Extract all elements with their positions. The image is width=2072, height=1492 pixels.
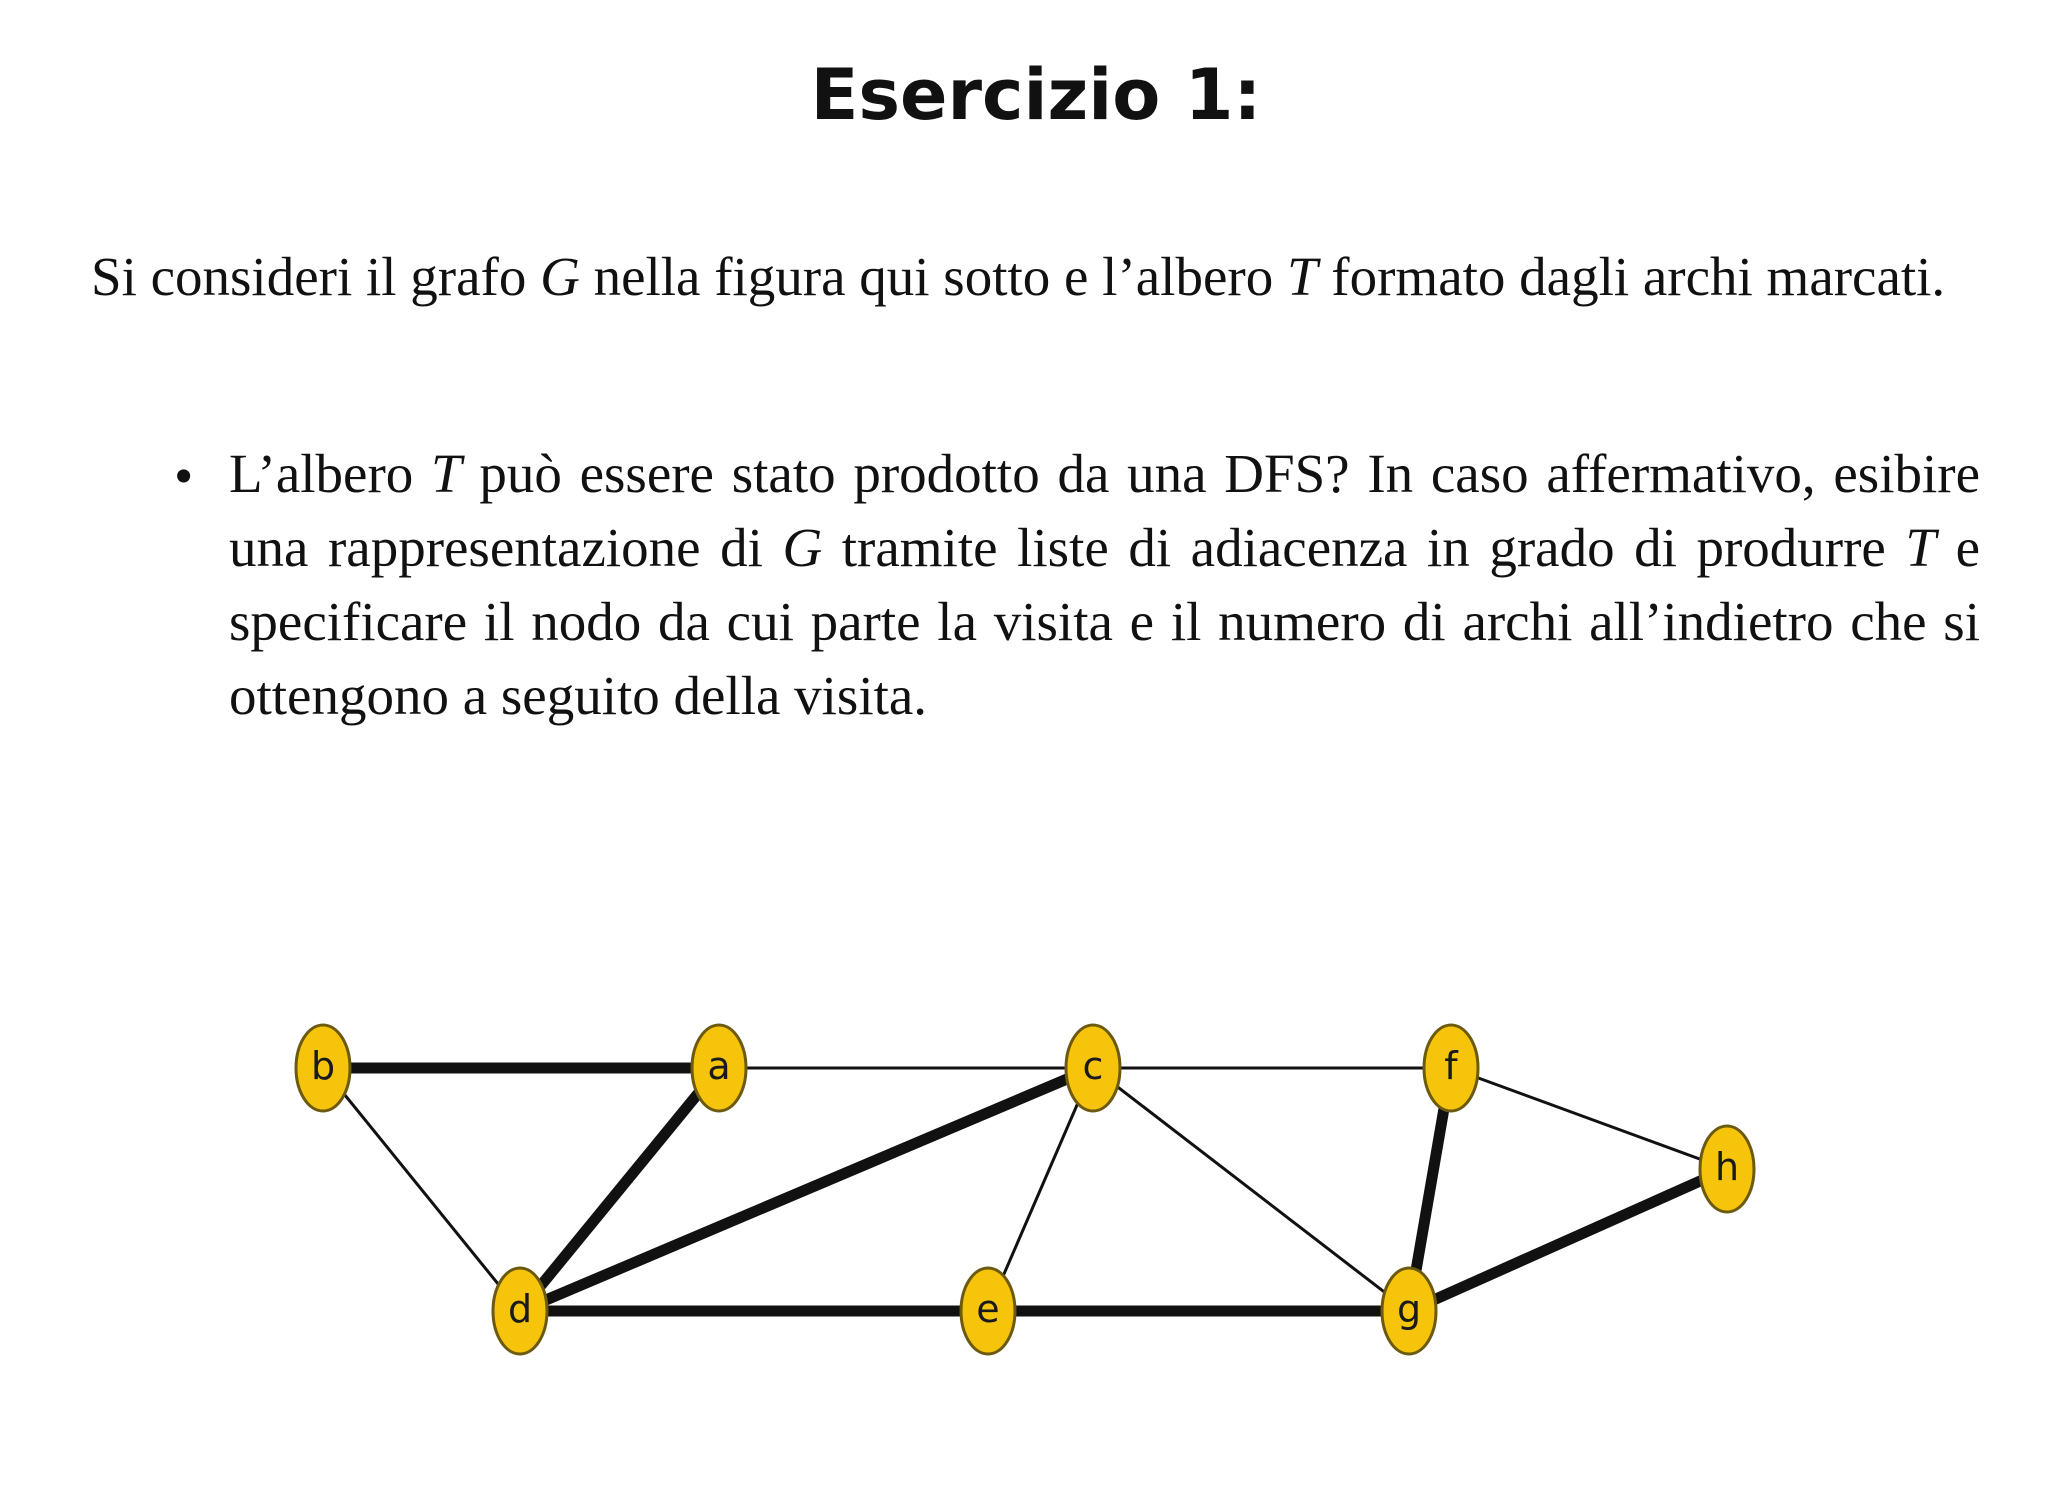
edge-f-h — [1451, 1068, 1727, 1169]
node-e-label: e — [976, 1287, 1000, 1331]
intro-text-1: Si consideri il grafo — [91, 246, 541, 307]
graph-nodes — [296, 1025, 1754, 1354]
edge-g-h-marked — [1409, 1169, 1727, 1311]
node-a — [692, 1025, 746, 1111]
math-symbol-T: T — [1905, 517, 1936, 578]
node-c — [1066, 1025, 1120, 1111]
edge-c-g — [1093, 1068, 1409, 1311]
node-b — [296, 1025, 350, 1111]
edge-d-c-marked — [520, 1068, 1093, 1311]
math-symbol-T: T — [1286, 246, 1318, 307]
intro-text-2: nella figura qui sotto e l’albero — [579, 246, 1287, 307]
math-symbol-G: G — [540, 246, 580, 307]
node-c-label: c — [1082, 1044, 1104, 1088]
node-h-label: h — [1714, 1145, 1740, 1189]
intro-text-3: formato dagli archi marcati. — [1317, 246, 1946, 307]
question-text-4: e specificare il nodo da cui parte la visita e il numero di archi all’indietro che si ottengono a seguito della visita. — [229, 517, 1980, 726]
question-text-3: tramite liste di adiacenza in grado di produrre — [822, 517, 1906, 578]
node-e — [961, 1268, 1015, 1354]
math-symbol-G: G — [782, 517, 823, 578]
node-g-label: g — [1396, 1287, 1422, 1331]
node-g — [1382, 1268, 1436, 1354]
node-f — [1424, 1025, 1478, 1111]
node-h — [1700, 1126, 1754, 1212]
bullet-marker: • — [174, 445, 194, 506]
question-text-2: può essere stato prodotto da una DFS? In caso affermativo, esibire una rappresentazione di — [229, 443, 1980, 578]
math-symbol-T: T — [431, 443, 462, 504]
node-d — [493, 1268, 547, 1354]
exercise-title: Esercizio 1: — [810, 54, 1262, 136]
node-a-label: a — [707, 1044, 731, 1088]
node-b-label: b — [310, 1044, 336, 1088]
node-d-label: d — [507, 1287, 533, 1331]
node-f-label: f — [1444, 1044, 1458, 1088]
question-text-1: L’albero — [229, 443, 432, 504]
edge-b-d — [323, 1068, 520, 1311]
